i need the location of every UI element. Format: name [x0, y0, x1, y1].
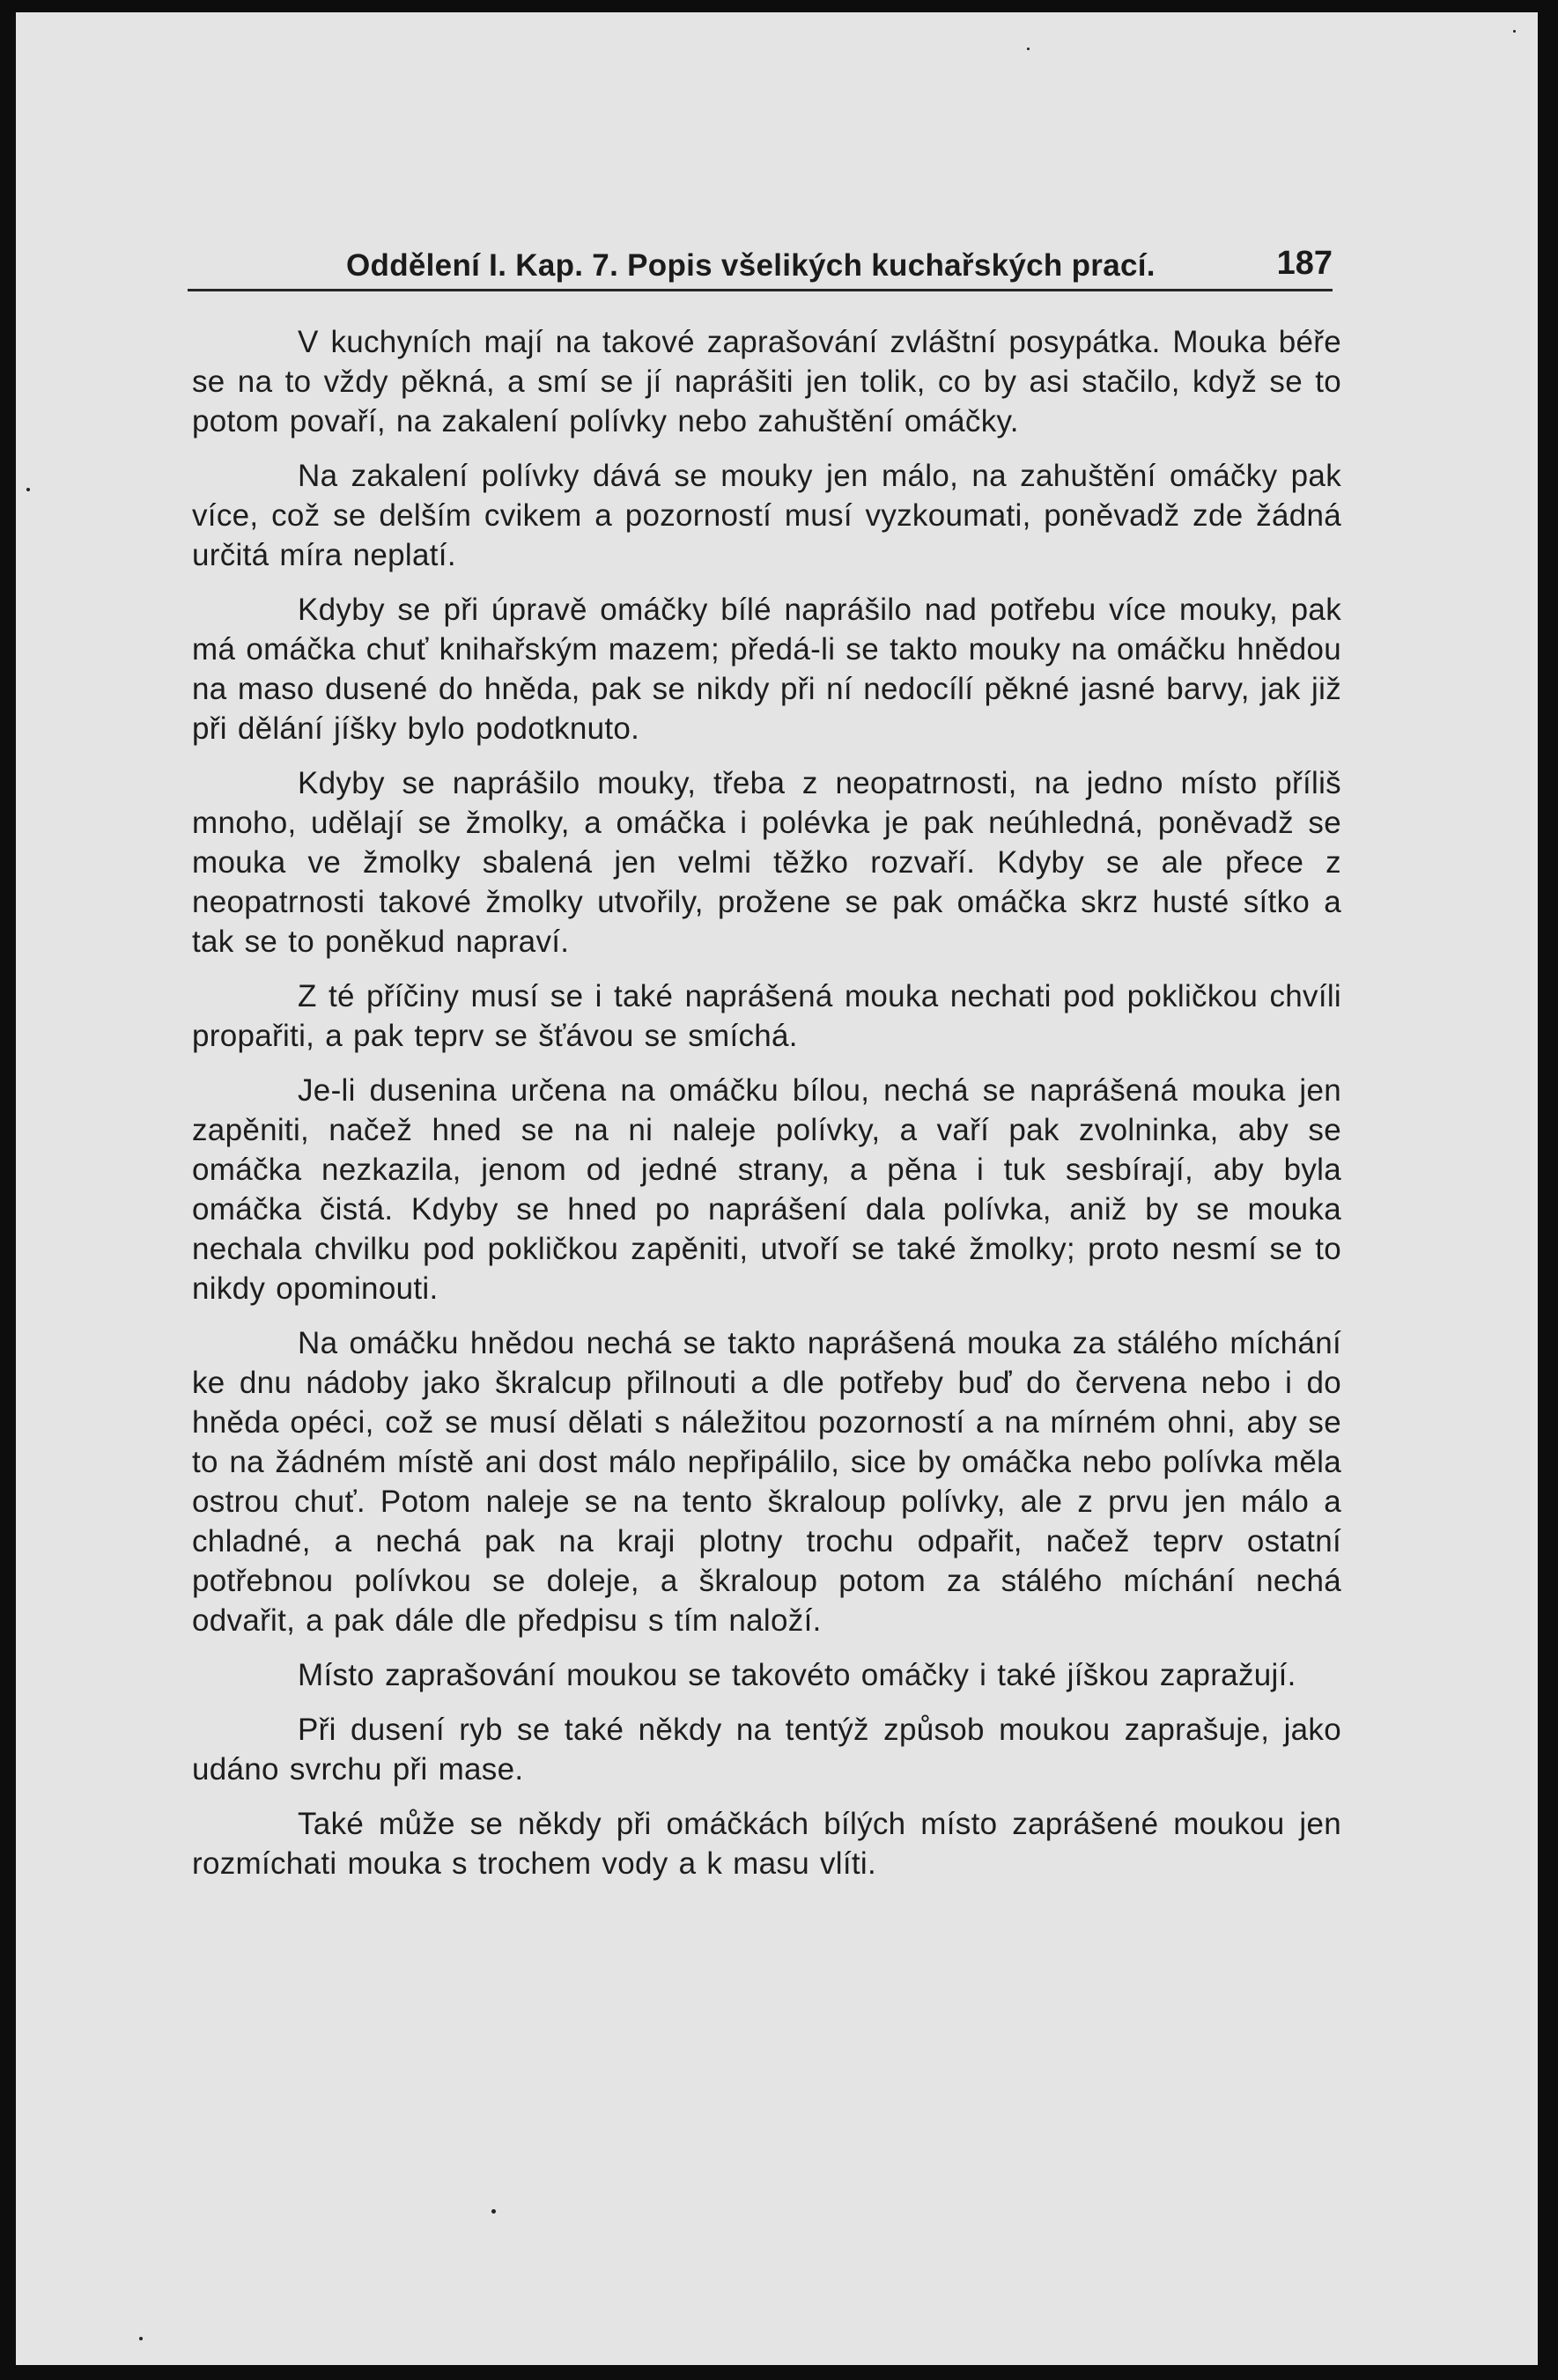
- header-rule: [188, 289, 1333, 291]
- running-title: Oddělení I. Kap. 7. Popis všelikých kuchařských prací.: [346, 248, 1156, 283]
- book-page: [16, 12, 1538, 2365]
- body-text: [192, 322, 1341, 1898]
- paper-speck: [139, 2337, 143, 2340]
- paper-speck: [1513, 30, 1516, 33]
- paragraph: Je-li dusenina určena na omáčku bílou, nechá se naprášená mouka jen zapěniti, načež hned se na ni naleje polívky, a vaří pak zvolninka, aby se omáčka nezkazila, jenom od jedné strany, a pěna i tuk sesbírají, aby byla omáčka čistá. Kdyby se hned po naprášení dala polívka, aniž by se mouka nechala chvilku pod pokličkou zapěniti, utvoří se také žmolky; proto nesmí se to nikdy opominouti.: [192, 1073, 1341, 1306]
- paragraph: Na omáčku hnědou nechá se takto naprášená mouka za stálého míchání ke dnu nádoby jako škralcup přilnouti a dle potřeby buď do červena nebo i do hněda opéci, což se musí dělati s náležitou pozorností a na mírném ohni, aby se to na žádném místě ani dost málo nepřipálilo, sice by omáčka nebo polívka měla ostrou chuť. Potom naleje se na tento škraloup polívky, ale z prvu jen málo a chladné, a nechá pak na kraji plotny trochu odpařit, načež teprv ostatní potřebnou polívkou se doleje, a škraloup potom za stálého míchání nechá odvařit, a pak dále dle předpisu s tím naloží.: [192, 1326, 1341, 1638]
- paragraph: Také může se někdy při omáčkách bílých místo zaprášené moukou jen rozmíchati mouka s trochem vody a k masu vlíti.: [192, 1807, 1341, 1881]
- paragraph: V kuchyních mají na takové zaprašování zvláštní posypátka. Mouka béře se na to vždy pěkná, a smí se jí naprášiti jen tolik, co by asi stačilo, když se to potom povaří, na zakalení polívky nebo zahuštění omáčky.: [192, 325, 1341, 438]
- paragraph: Kdyby se při úpravě omáčky bílé naprášilo nad potřebu více mouky, pak má omáčka chuť knihařským mazem; předá-li se takto mouky na omáčku hnědou na maso dusené do hněda, pak se nikdy při ní nedocílí pěkné jasné barvy, jak již při dělání jíšky bylo podotknuto.: [192, 593, 1341, 746]
- paper-speck: [1027, 48, 1030, 50]
- paragraph: Při dusení ryb se také někdy na tentýž způsob moukou zaprašuje, jako udáno svrchu při mase.: [192, 1713, 1341, 1787]
- paragraph: Na zakalení polívky dává se mouky jen málo, na zahuštění omáčky pak více, což se delším cvikem a pozorností musí vyzkoumati, poněvadž zde žádná určitá míra neplatí.: [192, 459, 1341, 572]
- paper-speck: [491, 2209, 496, 2214]
- paper-speck: [26, 488, 30, 491]
- paragraph: Kdyby se naprášilo mouky, třeba z neopatrnosti, na jedno místo příliš mnoho, udělají se žmolky, a omáčka i polévka je pak neúhledná, poněvadž se mouka ve žmolky sbalená jen velmi těžko rozvaří. Kdyby se ale přece z neopatrnosti takové žmolky utvořily, prožene se pak omáčka skrz husté sítko a tak se to poněkud napraví.: [192, 766, 1341, 959]
- page-header: [188, 243, 1333, 289]
- paragraph: Místo zaprašování moukou se takovéto omáčky i také jíškou zapražují.: [298, 1658, 1296, 1692]
- page-number: 187: [1276, 245, 1333, 282]
- paragraph: Z té příčiny musí se i také naprášená mouka nechati pod pokličkou chvíli propařiti, a pak teprv se šťávou se smíchá.: [192, 979, 1341, 1053]
